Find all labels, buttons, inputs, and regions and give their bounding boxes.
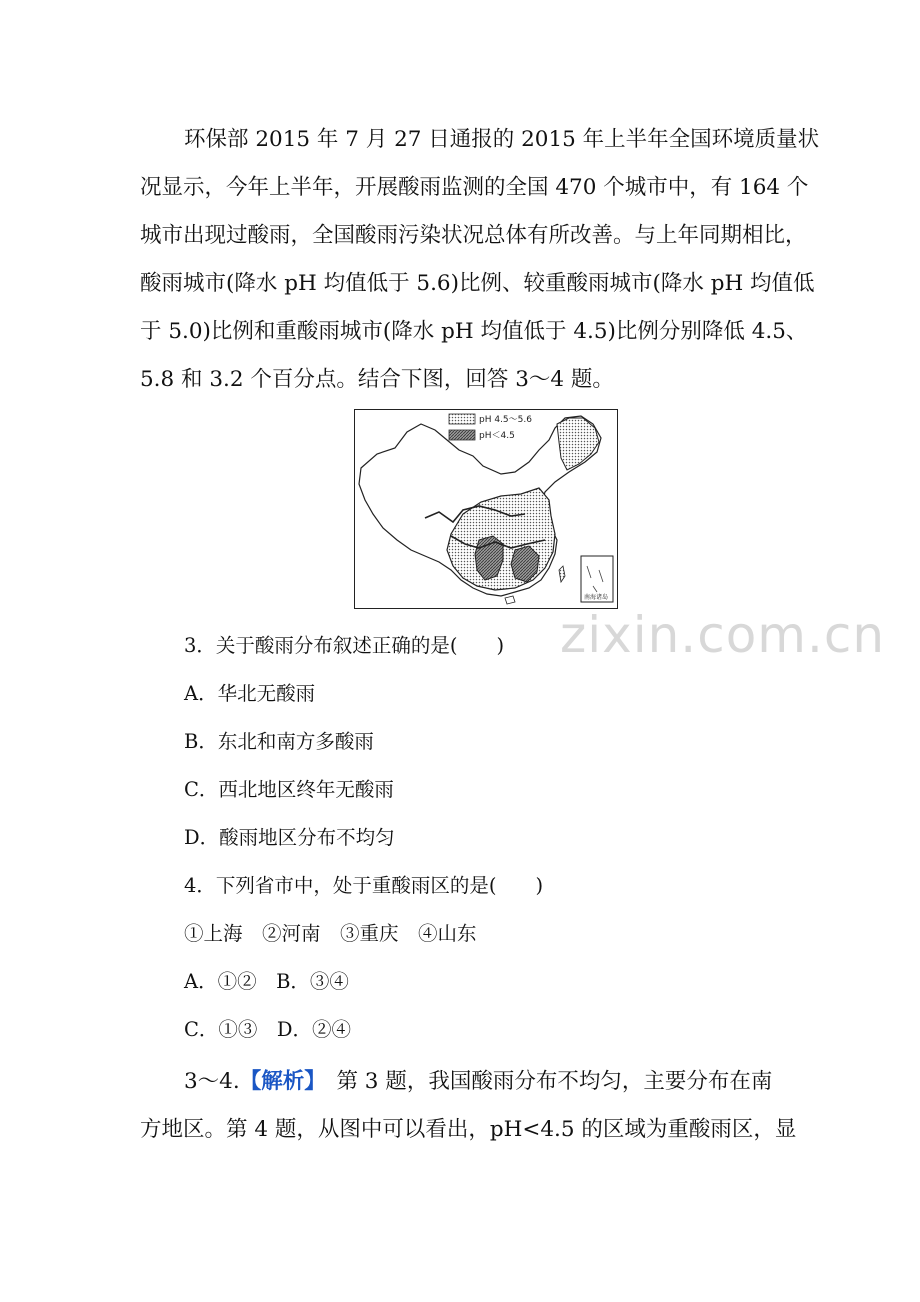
hainan-island: [505, 596, 515, 604]
question-3-option-c: C．西北地区终年无酸雨: [184, 778, 394, 801]
legend-label-moderate: pH 4.5～5.6: [479, 415, 532, 425]
northeast-acid-region: [557, 418, 599, 470]
taiwan-island: [559, 566, 565, 582]
analysis-prefix: 3～4.: [184, 1069, 240, 1094]
question-3-option-d: D．酸雨地区分布不均匀: [184, 826, 395, 849]
intro-line: 城市出现过酸雨，全国酸雨污染状况总体有所改善。与上年同期相比，: [140, 223, 807, 248]
watermark-text: zixin.com.cn: [560, 606, 886, 664]
analysis-line-1: [184, 1064, 772, 1095]
acid-rain-map: [354, 409, 618, 609]
question-4-options-row-2: C．①③ D．②④: [184, 1018, 352, 1041]
map-legend: [449, 414, 532, 441]
inset-label: 南海诸岛: [584, 594, 609, 601]
legend-label-heavy: pH＜4.5: [479, 431, 515, 441]
question-4-stem: 4．下列省市中，处于重酸雨区的是( ): [184, 874, 544, 897]
question-4-options-row-1: A．①② B．③④: [184, 970, 349, 993]
intro-line: 况显示，今年上半年，开展酸雨监测的全国 470 个城市中，有 164 个: [140, 175, 809, 200]
intro-line: 环保部 2015 年 7 月 27 日通报的 2015 年上半年全国环境质量状: [184, 127, 820, 152]
intro-line: 于 5.0)比例和重酸雨城市(降水 pH 均值低于 4.5)比例分别降低 4.5、: [140, 319, 808, 344]
question-3-stem: 3．关于酸雨分布叙述正确的是( ): [184, 634, 505, 657]
analysis-line-1-text: 第 3 题，我国酸雨分布不均匀，主要分布在南: [314, 1069, 773, 1094]
intro-line: 5.8 和 3.2 个百分点。结合下图，回答 3～4 题。: [140, 367, 614, 392]
question-3-option-b: B．东北和南方多酸雨: [184, 730, 374, 753]
intro-line: 酸雨城市(降水 pH 均值低于 5.6)比例、较重酸雨城市(降水 pH 均值低: [140, 271, 815, 296]
question-3-option-a: A．华北无酸雨: [184, 682, 316, 705]
analysis-line-2: 方地区。第 4 题，从图中可以看出，pH<4.5 的区域为重酸雨区，显: [140, 1117, 797, 1142]
south-china-sea-inset: [581, 556, 613, 602]
legend-swatch-moderate: [449, 414, 475, 424]
analysis-tag: 【解析】: [239, 1069, 315, 1094]
question-4-items: ①上海 ②河南 ③重庆 ④山东: [184, 922, 477, 945]
china-map-svg: [355, 410, 617, 608]
legend-swatch-heavy: [449, 430, 475, 440]
